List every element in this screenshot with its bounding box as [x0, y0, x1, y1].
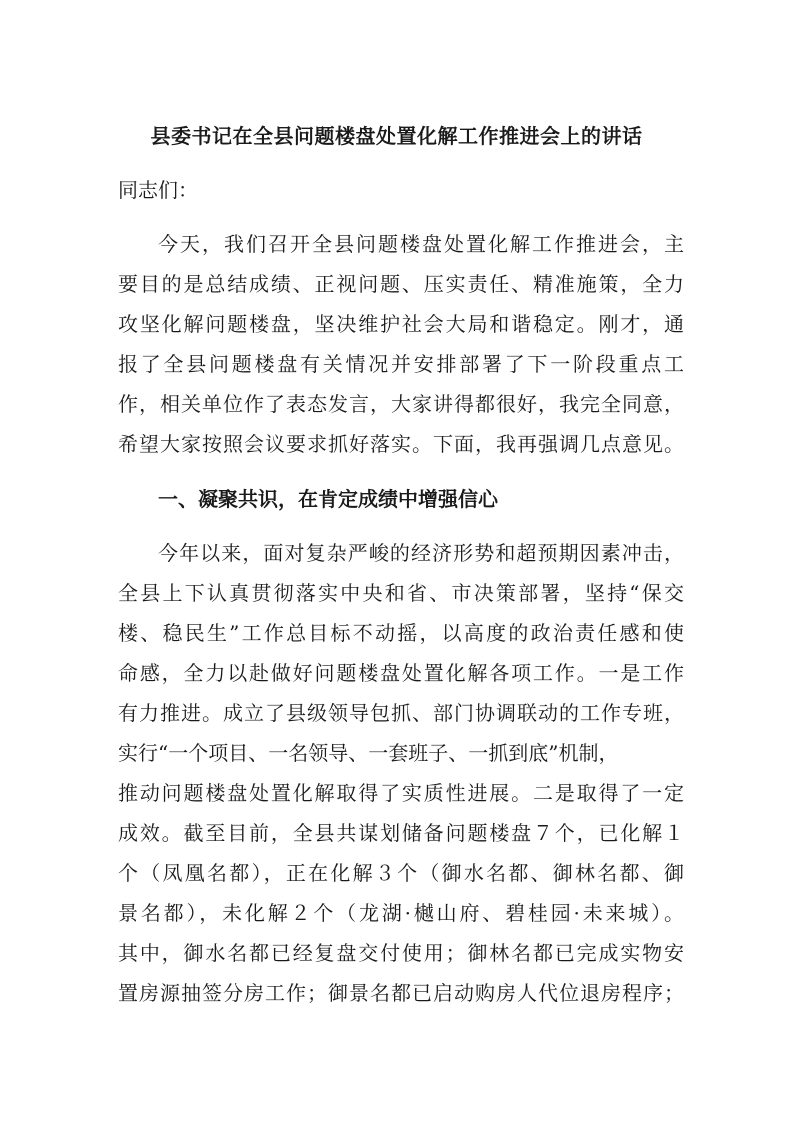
paragraph-line: 要目的是总结成绩、正视问题、压实责任、精准施策，全力 — [118, 272, 684, 296]
paragraph-line: 其中，御水名都已经复盘交付使用；御林名都已完成实物安 — [118, 941, 684, 965]
paragraph-line: 个（凤凰名都），正在化解３个（御水名都、御林名都、御 — [118, 861, 684, 885]
paragraph-line: 楼、稳民生”工作总目标不动摇，以高度的政治责任感和使 — [118, 621, 684, 645]
paragraph-line: 全县上下认真贯彻落实中央和省、市决策部署，坚持“保交 — [118, 581, 684, 605]
paragraph-line: 今年以来，面对复杂严峻的经济形势和超预期因素冲击， — [158, 541, 684, 565]
paragraph-line: 景名都），未化解２个（龙湖·樾山府、碧桂园·未来城）。 — [118, 901, 684, 925]
paragraph-line: 置房源抽签分房工作；御景名都已启动购房人代位退房程序； — [118, 981, 684, 1005]
paragraph-line: 作，相关单位作了表态发言，大家讲得都很好，我完全同意， — [118, 392, 684, 416]
paragraph-line: 攻坚化解问题楼盘，坚决维护社会大局和谐稳定。刚才，通 — [118, 312, 684, 336]
paragraph-line: 今天，我们召开全县问题楼盘处置化解工作推进会，主 — [158, 232, 684, 256]
section-heading: 一、凝聚共识，在肯定成绩中增强信心 — [158, 487, 498, 511]
paragraph-line: 推动问题楼盘处置化解取得了实质性进展。二是取得了一定 — [118, 781, 684, 805]
paragraph-line: 报了全县问题楼盘有关情况并安排部署了下一阶段重点工 — [118, 352, 684, 376]
document-title: 县委书记在全县问题楼盘处置化解工作推进会上的讲话 — [150, 124, 643, 148]
paragraph-line: 实行“一个项目、一名领导、一套班子、一抓到底”机制， — [118, 741, 619, 765]
paragraph-line: 有力推进。成立了县级领导包抓、部门协调联动的工作专班， — [118, 701, 684, 725]
paragraph-line: 希望大家按照会议要求抓好落实。下面，我再强调几点意见。 — [118, 432, 684, 456]
paragraph-line: 成效。截至目前，全县共谋划储备问题楼盘７个，已化解１ — [118, 821, 684, 845]
salutation: 同志们： — [118, 178, 198, 202]
paragraph-line: 命感，全力以赴做好问题楼盘处置化解各项工作。一是工作 — [118, 661, 684, 685]
